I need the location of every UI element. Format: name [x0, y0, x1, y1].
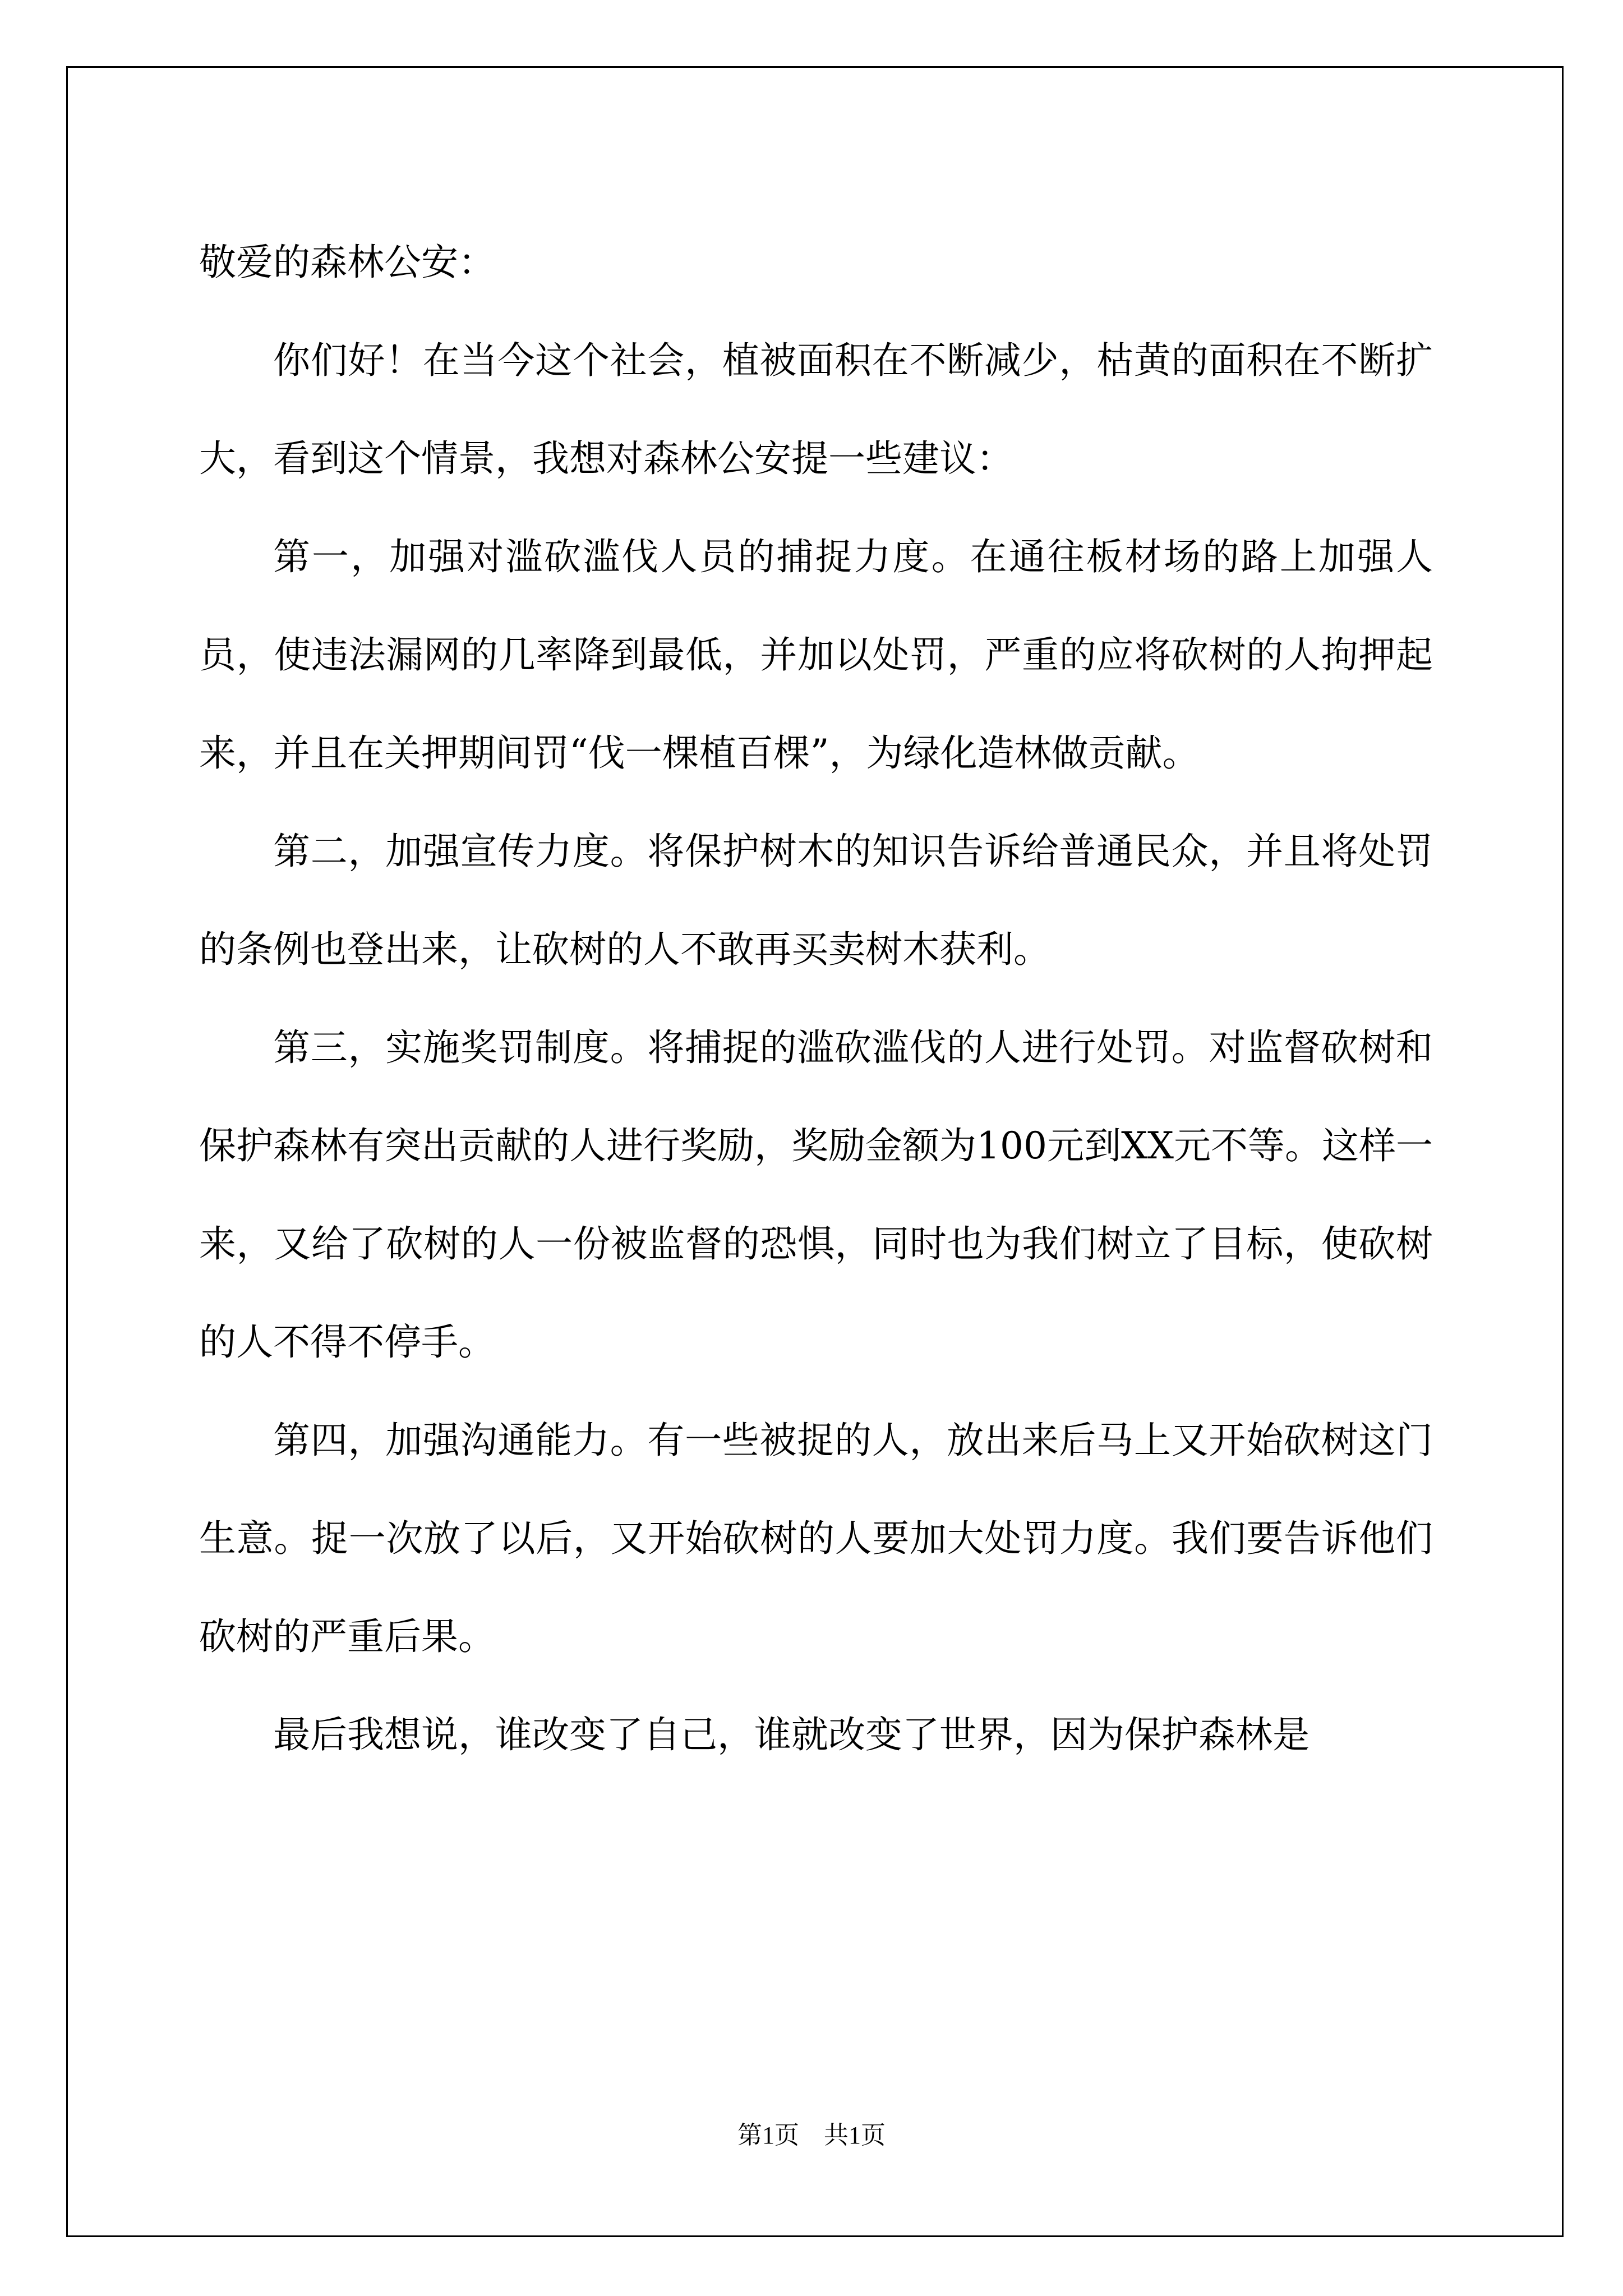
paragraph-first-suggestion: 第一，加强对滥砍滥伐人员的捕捉力度。在通往板材场的路上加强人员，使违法漏网的几率降到最低，并加以处罚，严重的应将砍树的人拘押起来，并且在关押期间罚“伐一棵植百棵”，为绿化造林做贡献。 [199, 535, 1433, 775]
paragraph-greeting: 你们好！在当今这个社会，植被面积在不断减少，枯黄的面积在不断扩大，看到这个情景，我想对森林公安提一些建议： [199, 339, 1433, 480]
page-number: 第1页 [737, 2122, 799, 2149]
paragraph-third-suggestion: 第三，实施奖罚制度。将捕捉的滥砍滥伐的人进行处罚。对监督砍树和保护森林有突出贡献的人进行奖励，奖励金额为100元到XX元不等。这样一来，又给了砍树的人一份被监督的恐惧，同时也为我们树立了目标，使砍树的人不得不停手。 [199, 1026, 1433, 1364]
paragraph-fourth-suggestion: 第四，加强沟通能力。有一些被捉的人，放出来后马上又开始砍树这门生意。捉一次放了以后，又开始砍树的人要加大处罚力度。我们要告诉他们砍树的严重后果。 [199, 1419, 1433, 1658]
paragraph-second-suggestion: 第二，加强宣传力度。将保护树木的知识告诉给普通民众，并且将处罚的条例也登出来，让砍树的人不敢再买卖树木获利。 [199, 830, 1433, 971]
paragraph-closing: 最后我想说，谁改变了自己，谁就改变了世界，因为保护森林是 [273, 1713, 1310, 1756]
total-pages: 共1页 [824, 2122, 886, 2149]
page-footer [0, 2115, 1623, 2151]
salutation: 敬爱的森林公安： [199, 241, 495, 284]
letter-body [199, 213, 1433, 1784]
